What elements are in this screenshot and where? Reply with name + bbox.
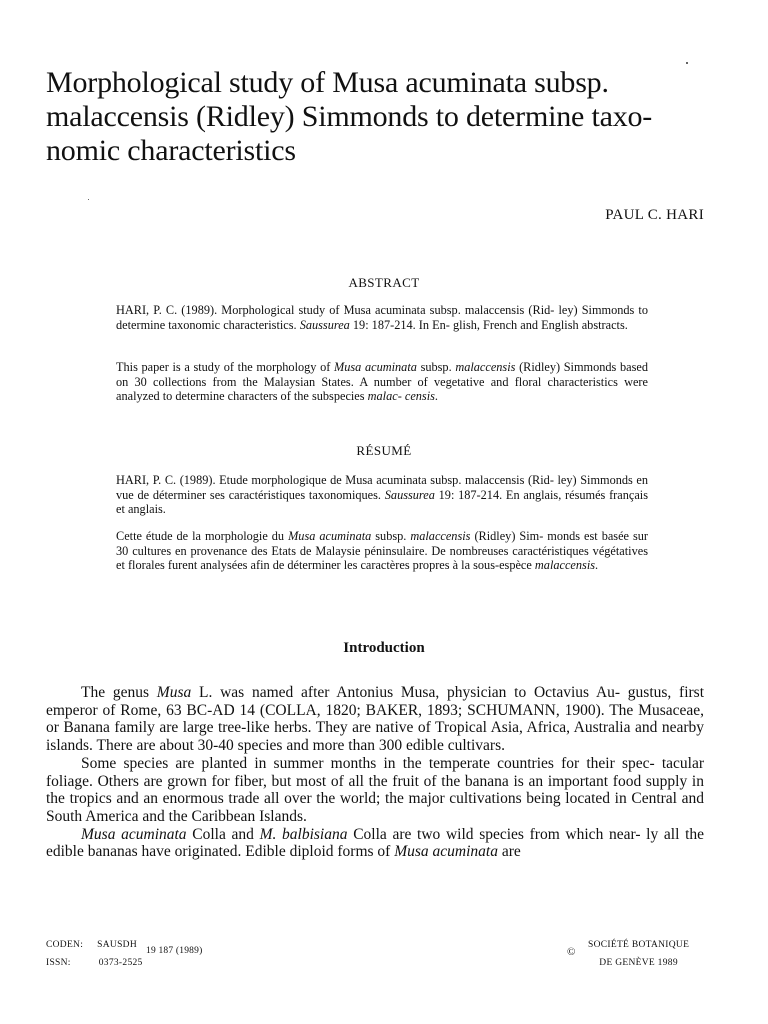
journal-name: Saussurea bbox=[299, 317, 350, 332]
resume-citation: HARI, P. C. (1989). Etude morphologique de Musa acuminata subsp. malaccensis (Rid- ley) Simmonds en vue de déterminer ses caractéristiques taxonomiques. Saussurea 19: 187-214. En anglais, résumés français et anglais. bbox=[116, 473, 648, 517]
abstract-citation: HARI, P. C. (1989). Morphological study of Musa acuminata subsp. malaccensis (Rid- ley) Simmonds to determine taxonomic characteristics. Saussurea 19: 187-214. In En- glish, French and English abstracts. bbox=[116, 303, 648, 332]
intro-paragraph: The genus Musa L. was named after Antonius Musa, physician to Octavius Au- gustus, first emperor of Rome, 63 BC-AD 14 (COLLA, 1820; BAKER, 1893; SCHUMANN, 1900). The Musaceae, or Banana family are large tree-like herbs. They are native of Tropical Asia, Africa, Australia and nearby islands. There are about 30-40 species and more than 300 edible cultivars. bbox=[46, 684, 705, 755]
paper-title: Morphological study of Musa acuminata subsp. malaccensis (Ridley) Simmonds to determine taxo- nomic characteristics bbox=[46, 66, 653, 167]
author-name: PAUL C. HARI bbox=[605, 207, 704, 223]
journal-name: Saussurea bbox=[384, 487, 435, 502]
footer-identifiers bbox=[46, 936, 143, 972]
introduction-heading: Introduction bbox=[343, 640, 425, 656]
intro-paragraph: Musa acuminata Colla and M. balbisiana Colla are two wild species from which near- ly all the edible bananas have originated. Edible diploid forms of Musa acuminata are bbox=[46, 825, 705, 861]
speck-mark bbox=[686, 62, 688, 64]
resume-paragraph: Cette étude de la morphologie du Musa acuminata subsp. malaccensis (Ridley) Sim- monds est basée sur 30 cultures en provenance des Etats de Malaysie péninsulaire. De nombreuses caractéristiques végétatives et florales furent analysées afin de déterminer les caractères propres à la sous-espèce malaccensis. bbox=[116, 529, 649, 573]
introduction-body bbox=[46, 684, 704, 861]
resume-heading: RÉSUMÉ bbox=[356, 443, 412, 458]
footer-volume: 19 187 (1989) bbox=[146, 946, 203, 956]
coden-line: CODEN: SAUSDH bbox=[46, 940, 137, 950]
speck-mark bbox=[88, 199, 89, 200]
abstract-paragraph: This paper is a study of the morphology of Musa acuminata subsp. malaccensis (Ridley) Simmonds based on 30 collections from the Malaysian States. A number of vegetative and floral characteristics were analyzed to determine characters of the subspecies malac- censis. bbox=[116, 360, 648, 404]
abstract-heading: ABSTRACT bbox=[348, 275, 420, 290]
footer-publisher: SOCIÉTÉ BOTANIQUE DE GENÈVE 1989 bbox=[588, 940, 690, 968]
copyright-icon: © bbox=[567, 946, 576, 958]
intro-paragraph: Some species are planted in summer months in the temperate countries for their spec- tacular foliage. Others are grown for fiber, but most of all the fruit of the banana is an important food supply in the tropics and an enormous trade all over the world; the major cultivations being located in Central and South America and the Caribbean Islands. bbox=[46, 754, 704, 825]
issn-line: ISSN: 0373-2525 bbox=[46, 958, 143, 968]
